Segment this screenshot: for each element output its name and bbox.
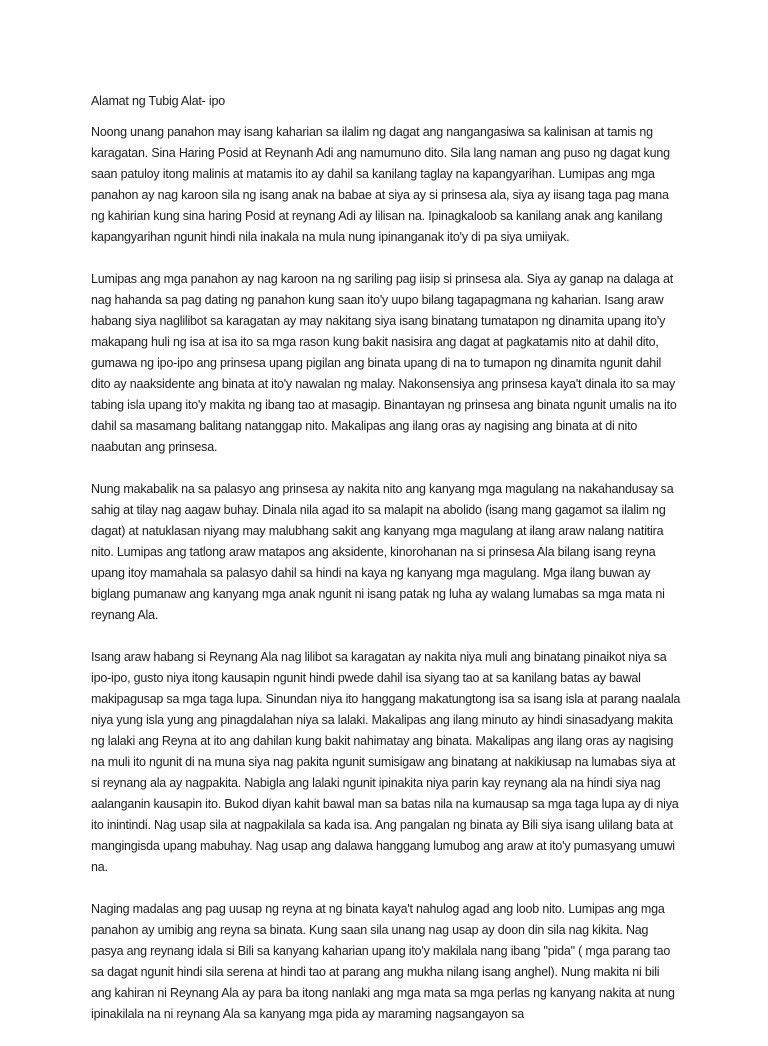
paragraph: Nung makabalik na sa palasyo ang prinsesa ay nakita nito ang kanyang mga magulang na nakahandusay sa sahig at tilay nag aagaw buhay. Dinala nila agad ito sa malapit na abolido (isang mang gagamot sa ilalim ng dagat) at natuklasan niyang may malubhang sakit ang kanyang mga magulang at ilang araw nalang natitira nito. Lumipas ang tatlong araw matapos ang aksidente, kinorohanan na si prinsesa Ala bilang isang reyna upang itoy mamahala sa palasyo dahil sa hindi na kaya ng kanyang mga magulang. Mga ilang buwan ay biglang pumanaw ang kanyang mga anak ngunit ni isang patak ng luha ay walang lumabas sa mga mata ni reynang Ala. [91, 482, 674, 622]
paragraph: Isang araw habang si Reynang Ala nag lilibot sa karagatan ay nakita niya muli ang binatang pinaikot niya sa ipo-ipo, gusto niya itong kausapin ngunit hindi pwede dahil isa siyang tao at sa kanilang batas ay bawal makipagusap sa mga taga lupa. Sinundan niya ito hanggang makatungtong isa sa isang isla at parang naalala niya yung isla yung ang pinagdalahan niya sa lalaki. Makalipas ang ilang minuto ay hindi sinasadyang makita ng lalaki ang Reyna at ito ang dahilan kung bakit nahimatay ang binata. Makalipas ang ilang oras ay nagising na muli ito ngunit di na muna siya nag pakita ngunit sumisigaw ang binatang at nakikiusap na lumabas siya at si reynang ala ay nagpakita. Nabigla ang lalaki ngunit ipinakita niya parin kay reynang ala na hindi siya nag aalanganin kausapin ito. Bukod diyan kahit bawal man sa batas nila na kumausap sa mga taga lupa ay di niya ito inintindi. Nag usap sila at nagpakilala sa kada isa. Ang pangalan ng binata ay Bili siya isang ulilang bata at mangingisda upang mabuhay. Nag usap ang dalawa hanggang lumubog ang araw at ito'y pumasyang umuwi na. [91, 650, 681, 874]
document-title: Alamat ng Tubig Alat- ipo [91, 94, 225, 108]
paragraph: Noong unang panahon may isang kaharian sa ilalim ng dagat ang nangangasiwa sa kalinisan at tamis ng karagatan. Sina Haring Posid at Reynanh Adi ang namumuno dito. Sila lang naman ang puso ng dagat kung saan patuloy itong malinis at matamis ito ay dahil sa kanilang taglay na kapangyarihan. Lumipas ang mga panahon ay nag karoon sila ng isang anak na babae at siya ay si prinsesa ala, siya ay iisang taga pag mana ng kahirian kung sina haring Posid at reynang Adi ay lilisan na. Ipinagkaloob sa kanilang anak ang kanilang kapangyarihan ngunit hindi nila inakala na mula nung ipinanganak ito'y di pa siya umiiyak. [91, 125, 670, 244]
paragraph: Naging madalas ang pag uusap ng reyna at ng binata kaya't nahulog agad ang loob nito. Lumipas ang mga panahon ay umibig ang reyna sa binata. Kung saan sila unang nag usap ay doon din sila nag kikita. Nag pasya ang reynang idala si Bili sa kanyang kaharian upang ito'y makilala nang ibang "pida" ( mga parang tao sa dagat ngunit hindi sila serena at hindi tao at parang ang mukha nilang isang anghel). Nung makita ni bili ang kahiran ni Reynang Ala ay para ba itong nanlaki ang mga mata sa mga perlas ng kanyang nakita at nung ipinakilala na ni reynang Ala sa kanyang mga pida ay maraming nagsangayon sa [91, 902, 675, 1021]
document-body [91, 91, 681, 1046]
paragraph: Lumipas ang mga panahon ay nag karoon na ng sariling pag iisip si prinsesa ala. Siya ay ganap na dalaga at nag hahanda sa pag dating ng panahon kung saan ito'y uupo bilang tagapagmana ng kaharian. Isang araw habang siya naglilibot sa karagatan ay may nakitang siya isang binatang tumatapon ng dinamita upang ito'y makapang huli ng isa at isa ito sa mga rason kung bakit nasisira ang dagat at pagkatamis nito at dahil dito, gumawa ng ipo-ipo ang prinsesa upang pigilan ang binata upang di na to tumapon ng dinamita ngunit dahil dito ay naaksidente ang binata at ito'y nawalan ng malay. Nakonsensiya ang prinsesa kaya't dinala ito sa may tabing isla upang ito'y makita ng ibang tao at masagip. Binantayan ng prinsesa ang binata ngunit umalis na ito dahil sa masamang balitang natanggap nito. Makalipas ang ilang oras ay nagising ang binata at di nito naabutan ang prinsesa. [91, 272, 677, 454]
